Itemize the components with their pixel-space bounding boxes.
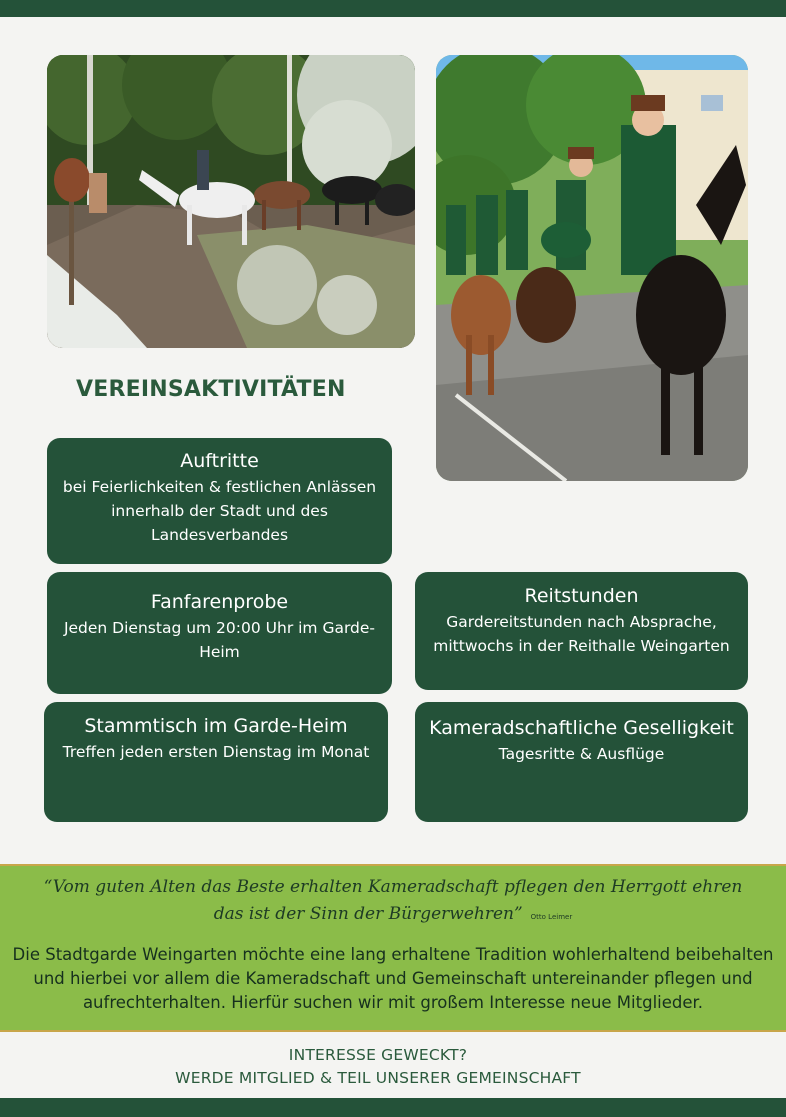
riders-forest-photo xyxy=(47,55,415,348)
quote-author: Otto Leimer xyxy=(530,913,573,921)
intro-paragraph: Die Stadtgarde Weingarten möchte eine lang erhaltene Tradition wohlerhaltend beibehalten und hierbei vor allem die Kameradschaft und Gemeinschaft untereinander pflegen und aufrechterhalten. Hierfür suchen wir mit großem Interesse neue Mitglieder. xyxy=(12,945,774,1012)
card-kameradschaft xyxy=(415,702,748,822)
bottom-bar xyxy=(0,1098,786,1117)
card-body: Jeden Dienstag um 20:00 Uhr im Garde-Heim xyxy=(63,619,376,661)
quote-text: “Vom guten Alten das Beste erhalten Kameradschaft pflegen den Herrgott ehren das ist der Sinn der Bürgerwehren” xyxy=(43,877,743,924)
card-fanfarenprobe xyxy=(47,572,392,694)
card-stammtisch xyxy=(44,702,388,822)
call-to-action xyxy=(0,1044,756,1090)
top-bar xyxy=(0,0,786,17)
card-reitstunden xyxy=(415,572,748,690)
card-body: Tagesritte & Ausflüge xyxy=(498,745,665,763)
cta-line-2: WERDE MITGLIED & TEIL UNSERER GEMEINSCHAFT xyxy=(175,1069,581,1087)
cta-line-1: INTERESSE GEWECKT? xyxy=(288,1046,468,1064)
card-body: Gardereitstunden nach Absprache, mittwochs in der Reithalle Weingarten xyxy=(433,613,730,655)
card-title: Reitstunden xyxy=(524,585,639,607)
card-title: Auftritte xyxy=(180,450,259,472)
riders-parade-photo xyxy=(436,55,748,481)
card-body: Treffen jeden ersten Dienstag im Monat xyxy=(62,743,370,761)
motto-quote xyxy=(40,874,746,931)
activities-heading: VEREINSAKTIVITÄTEN xyxy=(76,377,346,402)
card-auftritte xyxy=(47,438,392,564)
card-title: Kameradschaftliche Geselligkeit xyxy=(429,717,734,739)
card-body: bei Feierlichkeiten & festlichen Anlässen innerhalb der Stadt und des Landesverbandes xyxy=(62,478,377,544)
card-title: Stammtisch im Garde-Heim xyxy=(84,715,348,737)
card-title: Fanfarenprobe xyxy=(150,591,289,613)
